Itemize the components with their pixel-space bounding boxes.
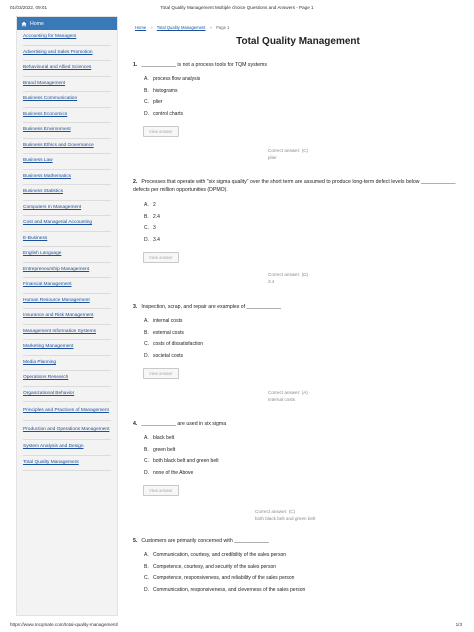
option-letter: A. bbox=[144, 76, 149, 83]
option-c[interactable] bbox=[144, 456, 463, 468]
main-content bbox=[133, 16, 463, 47]
option-a[interactable] bbox=[144, 316, 463, 328]
correct-answer-3 bbox=[268, 390, 308, 404]
sidebar-nav bbox=[16, 16, 118, 616]
question-number: 5. bbox=[133, 538, 138, 544]
sidebar-item-accounting-for-managers[interactable]: Accounting for Managers bbox=[23, 30, 111, 46]
option-b[interactable] bbox=[144, 86, 463, 98]
option-b[interactable] bbox=[144, 328, 463, 340]
option-text: none of the Above bbox=[153, 469, 194, 476]
question-card-4 bbox=[133, 420, 463, 497]
option-text: 2 bbox=[153, 202, 156, 209]
sidebar-item-computers-in-management[interactable]: Computers In Management bbox=[23, 201, 111, 217]
option-a[interactable] bbox=[144, 200, 463, 212]
correct-answer-label: Correct answer: (D) bbox=[268, 272, 309, 277]
breadcrumb-separator: » bbox=[209, 25, 212, 30]
view-answer-button[interactable]: View answer bbox=[143, 126, 179, 137]
view-answer-button[interactable]: View answer bbox=[143, 485, 179, 496]
sidebar-item-human-resource-management[interactable]: Human Resource Management bbox=[23, 294, 111, 310]
sidebar-item-english-language[interactable]: English Language bbox=[23, 247, 111, 263]
option-text: histograms bbox=[153, 87, 178, 94]
sidebar-item-business-communication[interactable]: Business Communication bbox=[23, 92, 111, 108]
breadcrumb bbox=[135, 25, 463, 30]
correct-answer-text: both black belt and green belt bbox=[255, 515, 316, 521]
option-text: Competence, responsiveness, and reliability of the sales person bbox=[153, 575, 295, 582]
sidebar-item-cost-and-managerial-accounting[interactable]: Cost and Managerial Accounting bbox=[23, 216, 111, 232]
print-footer bbox=[0, 620, 474, 632]
breadcrumb-home-link[interactable]: Home bbox=[135, 25, 147, 30]
sidebar-item-media-planning[interactable]: Media Planning bbox=[23, 356, 111, 372]
option-text: societal costs bbox=[153, 352, 184, 359]
correct-answer-text: internal costs bbox=[268, 396, 296, 402]
option-list bbox=[144, 550, 463, 596]
option-text: 3.4 bbox=[153, 236, 160, 243]
sidebar-item-total-quality-management[interactable]: Total Quality Management bbox=[23, 456, 111, 472]
option-letter: D. bbox=[144, 469, 149, 476]
sidebar-item-advertising-and-sales-promotion[interactable]: Advertising and Sales Promotion bbox=[23, 46, 111, 62]
question-text bbox=[133, 303, 463, 311]
question-stem: Processes that operate with "six sigma quality" over the short term are assumed to produce long-term defect levels below ____________ defects per million opportunities (DPMO). bbox=[133, 179, 456, 194]
question-card-1 bbox=[133, 61, 463, 138]
breadcrumb-current-page: Page 1 bbox=[216, 25, 230, 30]
breadcrumb-separator: » bbox=[150, 25, 153, 30]
correct-answer-4 bbox=[255, 509, 315, 523]
option-letter: B. bbox=[144, 87, 149, 94]
sidebar-item-production-and-operations-management[interactable]: Production and Operations Management bbox=[23, 421, 111, 440]
sidebar-item-business-ethics-and-governance[interactable]: Business Ethics and Governance bbox=[23, 139, 111, 155]
correct-answer-text: 3.4 bbox=[268, 278, 275, 284]
question-card-5 bbox=[133, 537, 463, 596]
option-letter: A. bbox=[144, 202, 149, 209]
option-letter: D. bbox=[144, 586, 149, 593]
sidebar-item-management-information-systems[interactable]: Management Information Systems bbox=[23, 325, 111, 341]
breadcrumb-section-link[interactable]: Total Quality Management bbox=[156, 25, 206, 30]
option-a[interactable] bbox=[144, 433, 463, 445]
sidebar-item-system-analysis-and-design[interactable]: System Analysis and Design bbox=[23, 440, 111, 456]
option-text: black belt bbox=[153, 435, 175, 442]
correct-answer-label: Correct answer: (C) bbox=[255, 509, 296, 514]
sidebar-item-operations-research[interactable]: Operations Research bbox=[23, 371, 111, 387]
option-letter: C. bbox=[144, 99, 149, 106]
option-text: Competence, courtesy, and security of the sales person bbox=[153, 563, 277, 570]
print-header bbox=[0, 0, 474, 14]
question-number: 1. bbox=[133, 62, 138, 68]
option-letter: A. bbox=[144, 318, 149, 325]
question-number: 3. bbox=[133, 304, 138, 310]
option-letter: C. bbox=[144, 458, 149, 465]
question-card-2 bbox=[133, 178, 463, 264]
sidebar-item-brand-management[interactable]: Brand Management bbox=[23, 77, 111, 93]
option-b[interactable] bbox=[144, 445, 463, 457]
option-list bbox=[144, 433, 463, 479]
sidebar-item-financial-management[interactable]: Financial Management bbox=[23, 278, 111, 294]
question-number: 2. bbox=[133, 179, 138, 185]
option-letter: A. bbox=[144, 552, 149, 559]
option-d[interactable] bbox=[144, 109, 463, 121]
option-text: Communication, courtesy, and credibility of the sales person bbox=[153, 552, 287, 559]
correct-answer-label: Correct answer: (C) bbox=[268, 148, 309, 153]
option-letter: B. bbox=[144, 563, 149, 570]
print-date: 01/03/2022, 09:01 bbox=[10, 5, 48, 10]
option-c[interactable] bbox=[144, 97, 463, 109]
option-text: both black belt and green belt bbox=[153, 458, 219, 465]
question-text bbox=[133, 537, 463, 545]
option-list bbox=[144, 316, 463, 362]
option-a[interactable] bbox=[144, 550, 463, 562]
option-c[interactable] bbox=[144, 223, 463, 235]
option-d[interactable] bbox=[144, 235, 463, 247]
option-d[interactable] bbox=[144, 468, 463, 480]
option-letter: B. bbox=[144, 213, 149, 220]
print-doc-title: Total Quality Management Multiple choice Questions and Answers - Page 1 bbox=[160, 5, 314, 10]
option-text: internal costs bbox=[153, 318, 183, 325]
sidebar-item-e-business[interactable]: E-Business bbox=[23, 232, 111, 248]
option-text: plier bbox=[153, 99, 163, 106]
sidebar-item-behavioural-and-allied-sciences[interactable]: Behavioural and Allied Sciences bbox=[23, 61, 111, 77]
option-letter: A. bbox=[144, 435, 149, 442]
question-stem: Inspection, scrap, and repair are examples of ____________ bbox=[141, 304, 282, 310]
option-d[interactable] bbox=[144, 585, 463, 597]
sidebar-item-business-mathematics[interactable]: Business Mathematics bbox=[23, 170, 111, 186]
sidebar-item-entrepreneurship-management[interactable]: Entrepreneurship Management bbox=[23, 263, 111, 279]
question-stem: Customers are primarily concerned with ____________ bbox=[141, 538, 269, 544]
option-a[interactable] bbox=[144, 74, 463, 86]
home-icon bbox=[21, 21, 27, 27]
sidebar-list bbox=[17, 30, 117, 471]
correct-answer-label: Correct answer: (A) bbox=[268, 390, 308, 395]
option-d[interactable] bbox=[144, 351, 463, 363]
view-answer-button[interactable]: View answer bbox=[143, 252, 179, 263]
option-letter: B. bbox=[144, 329, 149, 336]
option-list bbox=[144, 74, 463, 120]
option-c[interactable] bbox=[144, 339, 463, 351]
sidebar-home-label: Home bbox=[30, 20, 44, 27]
option-text: external costs bbox=[153, 329, 184, 336]
option-b[interactable] bbox=[144, 562, 463, 574]
option-text: costs of dissatisfaction bbox=[153, 341, 204, 348]
question-stem: ____________ are used in six sigma bbox=[141, 421, 227, 427]
question-text bbox=[133, 61, 463, 69]
sidebar-item-business-environment[interactable]: Business Environment bbox=[23, 123, 111, 139]
page-title: Total Quality Management bbox=[236, 36, 360, 47]
option-letter: C. bbox=[144, 225, 149, 232]
option-b[interactable] bbox=[144, 212, 463, 224]
correct-answer-text: plier bbox=[268, 154, 277, 160]
print-page-number: 1/3 bbox=[455, 622, 462, 627]
option-letter: B. bbox=[144, 446, 149, 453]
option-text: Communication, responsiveness, and cleverness of the sales person bbox=[153, 586, 306, 593]
option-letter: D. bbox=[144, 352, 149, 359]
sidebar-item-organizational-behavior[interactable]: Organizational Behavior bbox=[23, 387, 111, 403]
option-letter: D. bbox=[144, 110, 149, 117]
sidebar-item-insurance-and-risk-management[interactable]: Insurance and Risk Management bbox=[23, 309, 111, 325]
question-card-3 bbox=[133, 303, 463, 380]
option-text: 2.4 bbox=[153, 213, 160, 220]
question-stem: ____________ is not a process tools for TQM systems bbox=[141, 62, 267, 68]
correct-answer-2 bbox=[268, 272, 308, 286]
option-c[interactable] bbox=[144, 573, 463, 585]
option-text: 3 bbox=[153, 225, 156, 232]
sidebar-item-business-economics[interactable]: Business Economics bbox=[23, 108, 111, 124]
option-text: control charts bbox=[153, 110, 184, 117]
option-letter: C. bbox=[144, 341, 149, 348]
option-text: process flow analysis bbox=[153, 76, 201, 83]
option-letter: C. bbox=[144, 575, 149, 582]
sidebar-item-business-law[interactable]: Business Law bbox=[23, 154, 111, 170]
sidebar-item-principles-and-practices-of-management[interactable]: Principles and Practices of Management bbox=[23, 402, 111, 421]
sidebar-item-business-statistics[interactable]: Business Statistics bbox=[23, 185, 111, 201]
option-list bbox=[144, 200, 463, 246]
print-url: https://www.mcqmate.com/total-quality-management/ bbox=[10, 622, 118, 627]
sidebar-item-marketing-management[interactable]: Marketing Management bbox=[23, 340, 111, 356]
option-letter: D. bbox=[144, 236, 149, 243]
question-text bbox=[133, 420, 463, 428]
correct-answer-1 bbox=[268, 148, 308, 162]
question-text bbox=[133, 178, 463, 194]
option-text: green belt bbox=[153, 446, 176, 453]
question-number: 4. bbox=[133, 421, 138, 427]
view-answer-button[interactable]: View answer bbox=[143, 368, 179, 379]
sidebar-home-link[interactable] bbox=[17, 17, 117, 30]
